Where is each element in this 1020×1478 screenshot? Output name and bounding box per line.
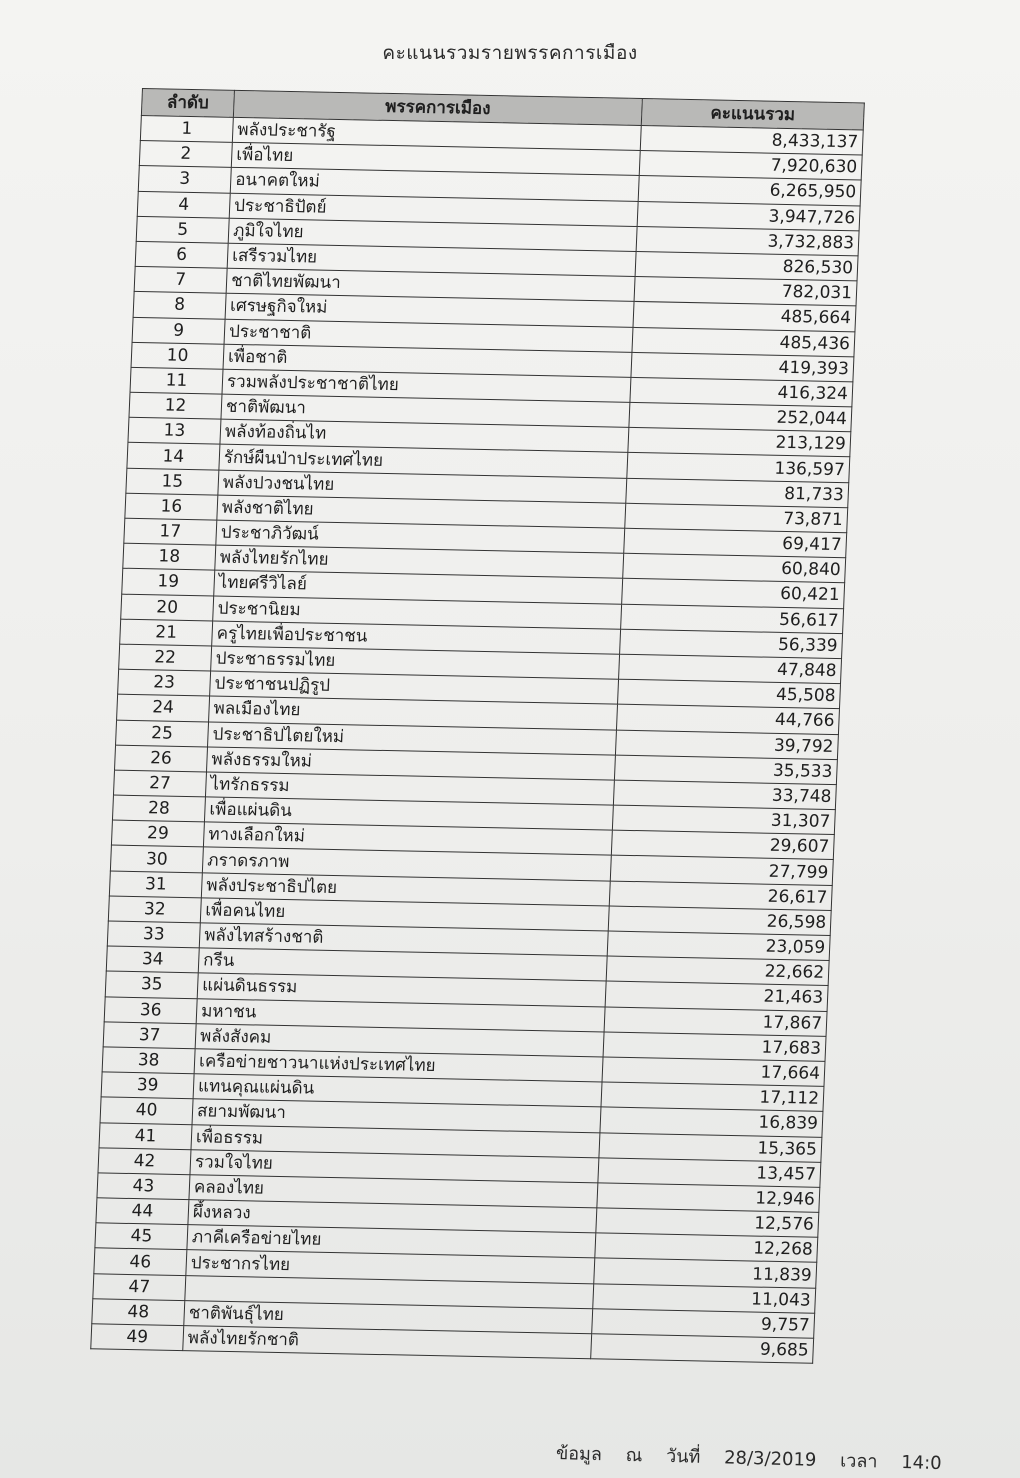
party-name-cell: ประชานิยม bbox=[213, 596, 622, 629]
rank-cell: 22 bbox=[119, 644, 212, 671]
rank-cell: 30 bbox=[110, 845, 203, 872]
party-name-cell: พลังประชาธิปไตย bbox=[201, 872, 610, 905]
party-name-cell: เพื่อแผ่นดิน bbox=[204, 797, 613, 830]
rank-cell: 34 bbox=[106, 946, 199, 973]
party-name-cell: พลังไทสร้างชาติ bbox=[199, 923, 608, 956]
votes-cell: 11,839 bbox=[594, 1258, 817, 1288]
rank-cell: 18 bbox=[123, 543, 216, 570]
rank-cell: 38 bbox=[102, 1047, 195, 1074]
votes-cell: 16,839 bbox=[600, 1107, 823, 1137]
votes-cell: 7,920,630 bbox=[639, 151, 862, 181]
votes-cell: 12,576 bbox=[596, 1208, 819, 1238]
rank-cell: 49 bbox=[91, 1324, 184, 1351]
party-votes-table bbox=[90, 88, 865, 1364]
at-label: ณ bbox=[625, 1444, 643, 1467]
party-name-cell: รักษ์ผืนป่าประเทศไทย bbox=[219, 445, 628, 478]
rank-cell: 13 bbox=[128, 418, 221, 445]
rank-cell: 45 bbox=[95, 1223, 188, 1250]
votes-cell: 3,732,883 bbox=[636, 226, 859, 256]
votes-cell: 485,436 bbox=[632, 327, 855, 357]
party-name-cell: รวมใจไทย bbox=[190, 1149, 599, 1182]
votes-cell: 213,129 bbox=[628, 428, 851, 458]
rank-cell: 2 bbox=[139, 141, 232, 168]
votes-cell: 44,766 bbox=[616, 704, 839, 734]
rank-cell: 17 bbox=[124, 518, 217, 545]
rank-cell: 28 bbox=[112, 795, 205, 822]
votes-cell: 9,685 bbox=[591, 1334, 814, 1364]
rank-cell: 32 bbox=[108, 896, 201, 923]
rank-cell: 29 bbox=[111, 820, 204, 847]
rank-cell: 8 bbox=[133, 292, 226, 319]
rank-cell: 10 bbox=[131, 342, 224, 369]
rank-cell: 48 bbox=[92, 1299, 185, 1326]
rank-cell: 19 bbox=[122, 569, 215, 596]
rank-cell: 20 bbox=[121, 594, 214, 621]
time-label: เวลา bbox=[839, 1450, 878, 1473]
votes-cell: 35,533 bbox=[614, 755, 837, 785]
votes-cell: 26,598 bbox=[608, 906, 831, 936]
party-name-cell: ภูมิใจไทย bbox=[228, 218, 637, 251]
rank-cell: 43 bbox=[97, 1173, 190, 1200]
party-name-cell: พลังไทยรักไทย bbox=[215, 545, 624, 578]
votes-cell: 56,617 bbox=[621, 604, 844, 634]
votes-cell: 69,417 bbox=[624, 528, 847, 558]
party-name-cell: ผึ้งหลวง bbox=[188, 1200, 597, 1233]
rank-cell: 6 bbox=[135, 241, 228, 268]
party-name-cell: รวมพลังประชาชาติไทย bbox=[222, 369, 631, 402]
votes-cell: 17,112 bbox=[601, 1082, 824, 1112]
votes-cell: 21,463 bbox=[605, 981, 828, 1011]
votes-cell: 419,393 bbox=[631, 352, 854, 382]
votes-cell: 47,848 bbox=[619, 654, 842, 684]
rank-cell: 24 bbox=[117, 694, 210, 721]
votes-cell: 23,059 bbox=[607, 931, 830, 961]
data-label: ข้อมูล bbox=[555, 1443, 603, 1466]
rank-cell: 37 bbox=[103, 1022, 196, 1049]
party-name-cell: ประชากรไทย bbox=[186, 1250, 595, 1283]
rank-cell: 23 bbox=[118, 669, 211, 696]
page-title: คะแนนรวมรายพรรคการเมือง bbox=[382, 42, 638, 64]
votes-cell: 33,748 bbox=[613, 780, 836, 810]
party-name-cell: ประชาธรรมไทย bbox=[211, 646, 620, 679]
rank-cell: 1 bbox=[140, 115, 233, 142]
rank-cell: 41 bbox=[99, 1122, 192, 1149]
party-name-cell: เศรษฐกิจใหม่ bbox=[225, 294, 634, 327]
votes-cell: 15,365 bbox=[599, 1132, 822, 1162]
results-sheet bbox=[90, 88, 864, 1364]
votes-cell: 252,044 bbox=[629, 402, 852, 432]
votes-cell: 27,799 bbox=[610, 856, 833, 886]
table-body bbox=[91, 115, 863, 1363]
votes-cell: 39,792 bbox=[615, 730, 838, 760]
votes-cell: 56,339 bbox=[620, 629, 843, 659]
rank-cell: 7 bbox=[134, 267, 227, 294]
votes-cell: 45,508 bbox=[618, 679, 841, 709]
party-name-cell: ไทรักธรรม bbox=[205, 772, 614, 805]
party-name-cell: ทางเลือกใหม่ bbox=[203, 822, 612, 855]
votes-cell: 60,840 bbox=[623, 553, 846, 583]
rank-cell: 25 bbox=[116, 720, 209, 747]
party-name-cell: แผ่นดินธรรม bbox=[197, 973, 606, 1006]
votes-cell: 22,662 bbox=[606, 956, 829, 986]
rank-cell: 15 bbox=[126, 468, 219, 495]
party-name-cell: ภราดรภาพ bbox=[202, 847, 611, 880]
party-name-cell: เพื่อคนไทย bbox=[200, 898, 609, 931]
party-name-cell: พลังท้องถิ่นไท bbox=[220, 419, 629, 452]
data-timestamp bbox=[556, 1438, 960, 1478]
votes-cell: 12,268 bbox=[595, 1233, 818, 1263]
votes-cell: 31,307 bbox=[612, 805, 835, 835]
rank-cell: 3 bbox=[138, 166, 231, 193]
party-name-cell: อนาคตใหม่ bbox=[230, 168, 639, 201]
rank-cell: 47 bbox=[93, 1273, 186, 1300]
votes-cell: 17,683 bbox=[603, 1032, 826, 1062]
votes-cell: 12,946 bbox=[597, 1183, 820, 1213]
rank-cell: 33 bbox=[107, 921, 200, 948]
votes-cell: 26,617 bbox=[609, 881, 832, 911]
rank-cell: 4 bbox=[137, 191, 230, 218]
party-name-cell: สยามพัฒนา bbox=[192, 1099, 601, 1132]
party-name-cell: ประชาชนปฏิรูป bbox=[210, 671, 619, 704]
party-name-cell: พลังไทยรักชาติ bbox=[183, 1326, 592, 1359]
party-name-cell: ประชาธิปัตย์ bbox=[229, 193, 638, 226]
rank-cell: 12 bbox=[129, 392, 222, 419]
votes-cell: 3,947,726 bbox=[637, 201, 860, 231]
rank-cell: 39 bbox=[101, 1072, 194, 1099]
date-value: 28/3/2019 bbox=[723, 1447, 817, 1471]
rank-cell: 36 bbox=[104, 997, 197, 1024]
time-value: 14:0 bbox=[900, 1452, 942, 1475]
party-name-cell: พลเมืองไทย bbox=[209, 696, 618, 729]
votes-cell: 13,457 bbox=[598, 1158, 821, 1188]
party-name-cell: ชาติพันธุ์ไทย bbox=[184, 1300, 593, 1333]
party-name-cell: พลังประชารัฐ bbox=[232, 117, 641, 150]
votes-cell: 782,031 bbox=[634, 277, 857, 307]
rank-cell: 31 bbox=[109, 871, 202, 898]
rank-cell: 46 bbox=[94, 1248, 187, 1275]
rank-cell: 40 bbox=[100, 1097, 193, 1124]
date-label: วันที่ bbox=[665, 1445, 701, 1468]
rank-cell: 9 bbox=[132, 317, 225, 344]
votes-cell: 485,664 bbox=[633, 302, 856, 332]
header-party: พรรคการเมือง bbox=[233, 90, 642, 125]
party-name-cell: พลังสังคม bbox=[195, 1024, 604, 1057]
header-votes: คะแนนรวม bbox=[641, 99, 864, 130]
rank-cell: 35 bbox=[105, 971, 198, 998]
votes-cell: 60,421 bbox=[622, 579, 845, 609]
party-name-cell: กรีน bbox=[198, 948, 607, 981]
rank-cell: 42 bbox=[98, 1148, 191, 1175]
votes-cell: 73,871 bbox=[625, 503, 848, 533]
party-name-cell: ครูไทยเพื่อประชาชน bbox=[212, 621, 621, 654]
party-name-cell: เพื่อธรรม bbox=[191, 1124, 600, 1157]
rank-cell: 14 bbox=[127, 443, 220, 470]
header-rank: ลำดับ bbox=[141, 89, 234, 118]
party-name-cell: พลังธรรมใหม่ bbox=[206, 747, 615, 780]
party-name-cell: พลังปวงชนไทย bbox=[218, 470, 627, 503]
party-name-cell: คลองไทย bbox=[189, 1175, 598, 1208]
rank-cell: 21 bbox=[120, 619, 213, 646]
party-name-cell: พลังชาติไทย bbox=[217, 495, 626, 528]
votes-cell: 81,733 bbox=[626, 478, 849, 508]
party-name-cell: เพื่อชาติ bbox=[223, 344, 632, 377]
votes-cell: 6,265,950 bbox=[638, 176, 861, 206]
party-name-cell: เสรีรวมไทย bbox=[227, 243, 636, 276]
rank-cell: 44 bbox=[96, 1198, 189, 1225]
party-name-cell: เพื่อไทย bbox=[231, 143, 640, 176]
party-name-cell: เครือข่ายชาวนาแห่งประเทศไทย bbox=[194, 1049, 603, 1082]
votes-cell: 29,607 bbox=[611, 830, 834, 860]
party-name-cell: ชาติไทยพัฒนา bbox=[226, 268, 635, 301]
rank-cell: 27 bbox=[113, 770, 206, 797]
votes-cell: 17,867 bbox=[604, 1007, 827, 1037]
votes-cell: 17,664 bbox=[602, 1057, 825, 1087]
rank-cell: 16 bbox=[125, 493, 218, 520]
votes-cell: 11,043 bbox=[593, 1283, 816, 1313]
party-name-cell: ประชาชาติ bbox=[224, 319, 633, 352]
party-name-cell: ประชาภิวัฒน์ bbox=[216, 520, 625, 553]
party-name-cell: มหาชน bbox=[196, 998, 605, 1031]
rank-cell: 11 bbox=[130, 367, 223, 394]
rank-cell: 5 bbox=[136, 216, 229, 243]
party-name-cell: ไทยศรีวิไลย์ bbox=[214, 570, 623, 603]
votes-cell: 826,530 bbox=[635, 251, 858, 281]
party-name-cell: ประชาธิปไตยใหม่ bbox=[208, 721, 617, 754]
rank-cell: 26 bbox=[115, 745, 208, 772]
party-name-cell: แทนคุณแผ่นดิน bbox=[193, 1074, 602, 1107]
votes-cell: 416,324 bbox=[630, 377, 853, 407]
votes-cell: 8,433,137 bbox=[640, 126, 863, 156]
party-name-cell: ภาคีเครือข่ายไทย bbox=[187, 1225, 596, 1258]
votes-cell: 9,757 bbox=[592, 1309, 815, 1339]
party-name-cell: ชาติพัฒนา bbox=[221, 394, 630, 427]
votes-cell: 136,597 bbox=[627, 453, 850, 483]
